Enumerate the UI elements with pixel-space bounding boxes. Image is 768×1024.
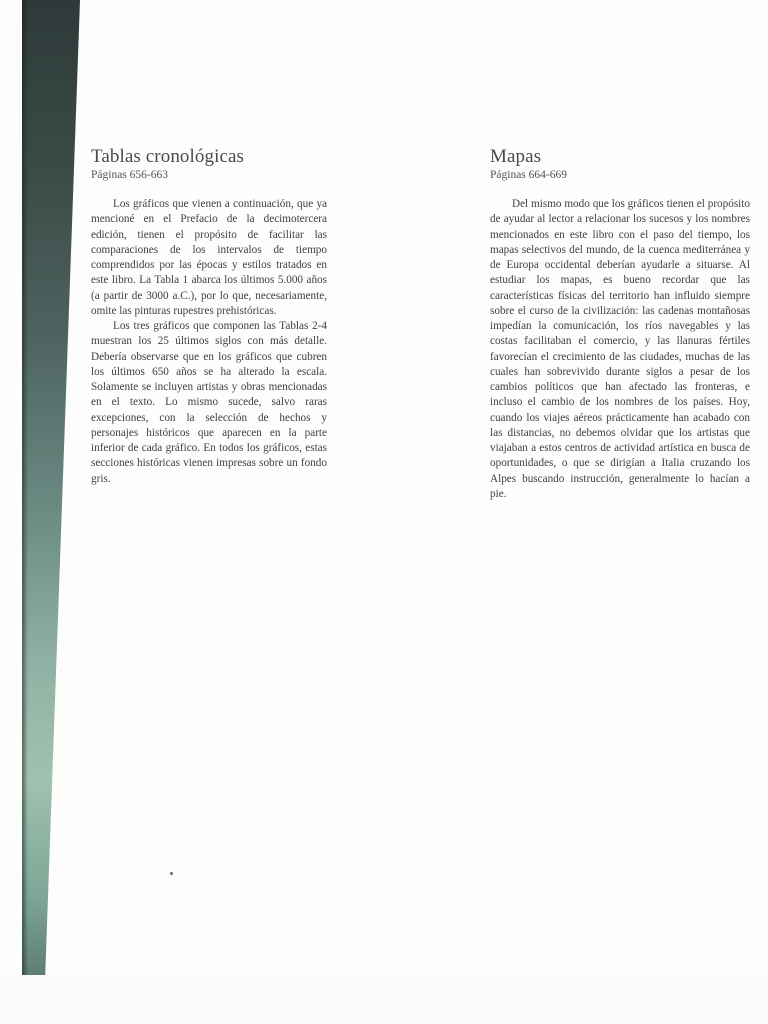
page-range: Páginas 664-669 <box>490 169 567 181</box>
page-bottom-margin <box>0 975 768 1024</box>
paragraph: Del mismo modo que los gráficos tienen el propósito de ayudar al lector a relacionar los sucesos y los nombres mencionados en este libro con el paso del tiempo, los mapas selectivos del mundo, de la cuenca mediterránea y de Europa occidental deberían ayudarle a situarse. Al estudiar los mapas, es bueno recordar que las características físicas del territorio han influido siempre sobre el curso de la civilización: las cadenas montañosas impedían la comunicación, los ríos navegables y las costas facilitaban el comercio, y las llanuras fértiles favorecían el crecimiento de las ciudades, muchas de las cuales han sobrevivido durante siglos a pesar de los cambios políticos que han afectado las fronteras, e incluso el cambio de los nombres de los países. Hoy, cuando los viajes aéreos prácticamente han acabado con las distancias, no debemos olvidar que los artistas que viajaban a estos centros de actividad artística en busca de oportunidades, o que se dirigían a Italia cruzando los Alpes buscando instrucción, generalmente lo hacían a pie. <box>490 198 750 500</box>
binding-shadow <box>22 0 28 975</box>
binding-edge <box>0 0 80 975</box>
binding-band <box>22 0 80 975</box>
print-speck <box>170 872 173 875</box>
section-tablas-cronologicas <box>91 146 327 487</box>
section-title: Mapas <box>490 146 542 167</box>
paragraph: Los tres gráficos que componen las Tablas 2-4 muestran los 25 últimos siglos con más detalle. Debería observarse que en los gráficos que cubren los últimos 650 años se ha alterado la escala. Solamente se incluyen artistas y obras mencionadas en el texto. Lo mismo sucede, salvo raras excepciones, con la selección de hechos y personajes históricos que aparecen en la parte inferior de cada gráfico. En todos los gráficos, estas secciones históricas vienen impresas sobre un fondo gris. <box>91 320 327 485</box>
section-title: Tablas cronológicas <box>91 146 245 167</box>
section-mapas <box>490 146 750 502</box>
page-range: Páginas 656-663 <box>91 169 168 181</box>
paragraph: Los gráficos que vienen a continuación, que ya mencioné en el Prefacio de la decimotercera edición, tienen el propósito de facilitar las comparaciones de los intervalos de tiempo comprendidos por las épocas y estilos tratados en este libro. La Tabla 1 abarca los últimos 5.000 años (a partir de 3000 a.C.), por lo que, necesariamente, omite las pinturas rupestres prehistóricas. <box>91 198 327 317</box>
